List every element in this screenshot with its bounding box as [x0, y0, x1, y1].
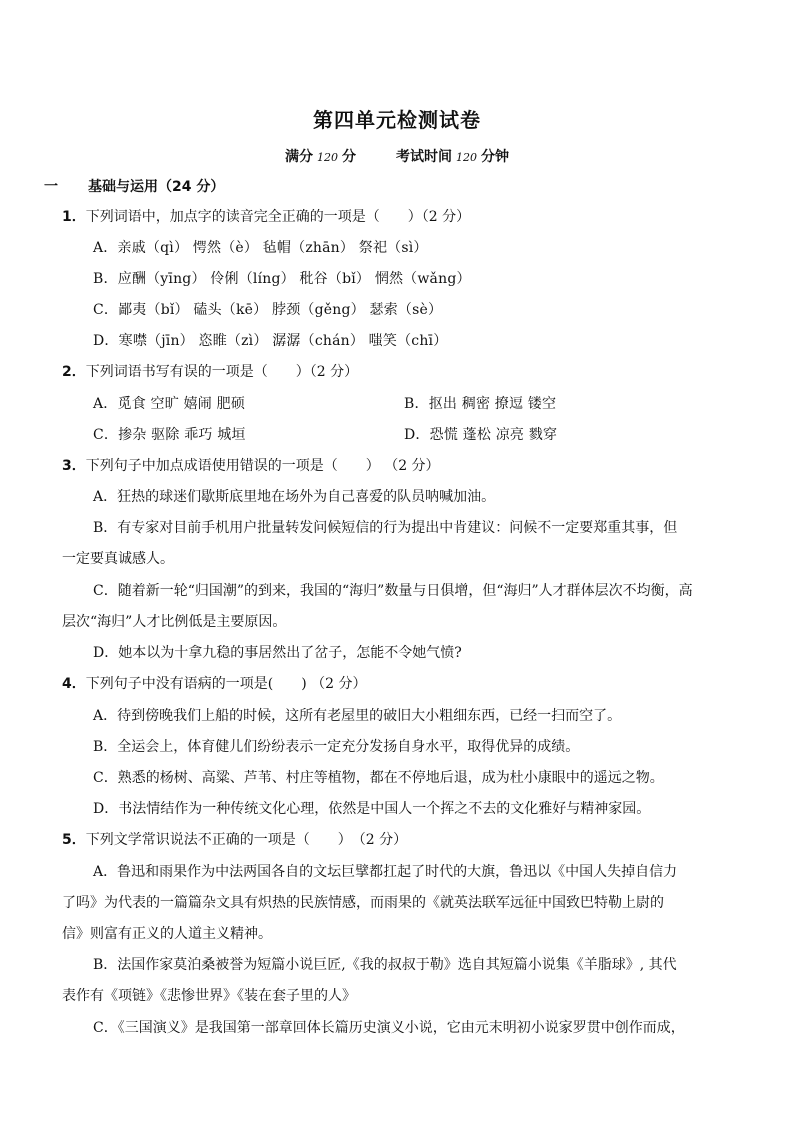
question-5-option-a-line2: 了吗》为代表的一篇篇杂文具有炽热的民族情感，而雨果的《就英法联军远征中国致巴特勒上尉的 — [62, 895, 664, 911]
question-1-stem: 1．下列词语中，加点字的读音完全正确的一项是（ ）（2 分） — [62, 209, 471, 225]
section-number: 一 — [44, 179, 58, 195]
question-4-option-a: A．待到傍晚我们上船的时候，这所有老屋里的破旧大小粗细东西，已经一扫而空了。 — [93, 708, 622, 724]
question-2-stem: 2．下列词语书写有误的一项是（ ）（2 分） — [62, 364, 359, 380]
question-3-option-d: D．她本以为十拿九稳的事居然出了岔子，怎能不令她气愤? — [93, 645, 462, 661]
question-1-option-b: B．应酬（yīng） 伶俐（líng） 秕谷（bǐ） 惘然（wǎng） — [93, 271, 471, 287]
question-4-stem: 4．下列句子中没有语病的一项是( ) （2 分） — [62, 676, 367, 692]
time-label: 考试时间 — [396, 149, 452, 165]
question-2-option-a: A．觅食 空旷 嬉闹 肥硕 — [93, 396, 246, 412]
question-2-option-c: C．掺杂 驱除 乖巧 城垣 — [93, 427, 246, 443]
question-4-option-d: D．书法情结作为一种传统文化心理，依然是中国人一个挥之不去的文化雅好与精神家园。 — [93, 801, 651, 817]
question-2-option-d: D．恐慌 蓬松 凉亮 戮穿 — [404, 427, 558, 443]
score-unit: 分 — [342, 149, 356, 165]
question-5-option-a-line3: 信》则富有正义的人道主义精神。 — [62, 926, 272, 942]
question-3-stem: 3．下列句子中加点成语使用错误的一项是（ ） （2 分） — [62, 458, 440, 474]
question-3-option-c-line1: C．随着新一轮“归国潮”的到来，我国的“海归”数量与日俱增，但“海归”人才群体层次不均衡，高 — [93, 583, 693, 599]
question-5-option-b-line1: B．法国作家莫泊桑被誉为短篇小说巨匠,《我的叔叔于勒》选自其短篇小说集《羊脂球》, 其代 — [93, 957, 677, 973]
page-title: 第四单元检测试卷 — [313, 108, 481, 132]
question-2-option-b: B．抠出 稠密 撩逗 镂空 — [404, 396, 557, 412]
score-value: 120 — [317, 151, 338, 164]
question-4-option-c: C．熟悉的杨树、高粱、芦苇、村庄等植物，都在不停地后退，成为杜小康眼中的遥远之物。 — [93, 770, 664, 786]
question-1-option-c: C．鄙夷（bǐ） 磕头（kē） 脖颈（gěng） 瑟索（sè） — [93, 302, 443, 318]
exam-meta — [0, 146, 794, 166]
section-heading — [44, 177, 754, 197]
question-5-option-b-line2: 表作有《项链》《悲惨世界》《装在套子里的人》 — [62, 988, 356, 1004]
question-4-option-b: B．全运会上，体育健儿们纷纷表示一定充分发扬自身水平，取得优异的成绩。 — [93, 739, 580, 755]
score-label: 满分 — [285, 149, 313, 165]
section-title: 基础与运用（24 分） — [88, 179, 225, 195]
question-1-option-d: D．寒噤（jīn） 恣睢（zì） 潺潺（chán） 嗤笑（chī） — [93, 333, 448, 349]
question-5-option-a-line1: A．鲁迅和雨果作为中法两国各自的文坛巨擘都扛起了时代的大旗，鲁迅以《中国人失掉自信力 — [93, 864, 678, 880]
question-3-option-b-line1: B．有专家对目前手机用户批量转发问候短信的行为提出中肯建议：问候不一定要郑重其事，但 — [93, 520, 678, 536]
question-3-option-b-line2: 一定要真诚感人。 — [62, 551, 174, 567]
question-3-option-c-line2: 层次“海归”人才比例低是主要原因。 — [62, 614, 287, 630]
question-1-option-a: A．亲戚（qì） 愕然（è） 毡帽（zhān） 祭祀（sì） — [93, 240, 428, 256]
time-unit: 分钟 — [481, 149, 509, 165]
time-value: 120 — [456, 151, 477, 164]
question-5-stem: 5．下列文学常识说法不正确的一项是（ ） （2 分） — [62, 832, 408, 848]
question-3-option-a: A．狂热的球迷们歇斯底里地在场外为自己喜爱的队员呐喊加油。 — [93, 489, 496, 505]
question-5-option-c-line1: C．《三国演义》是我国第一部章回体长篇历史演义小说，它由元末明初小说家罗贯中创作而成， — [93, 1020, 685, 1036]
